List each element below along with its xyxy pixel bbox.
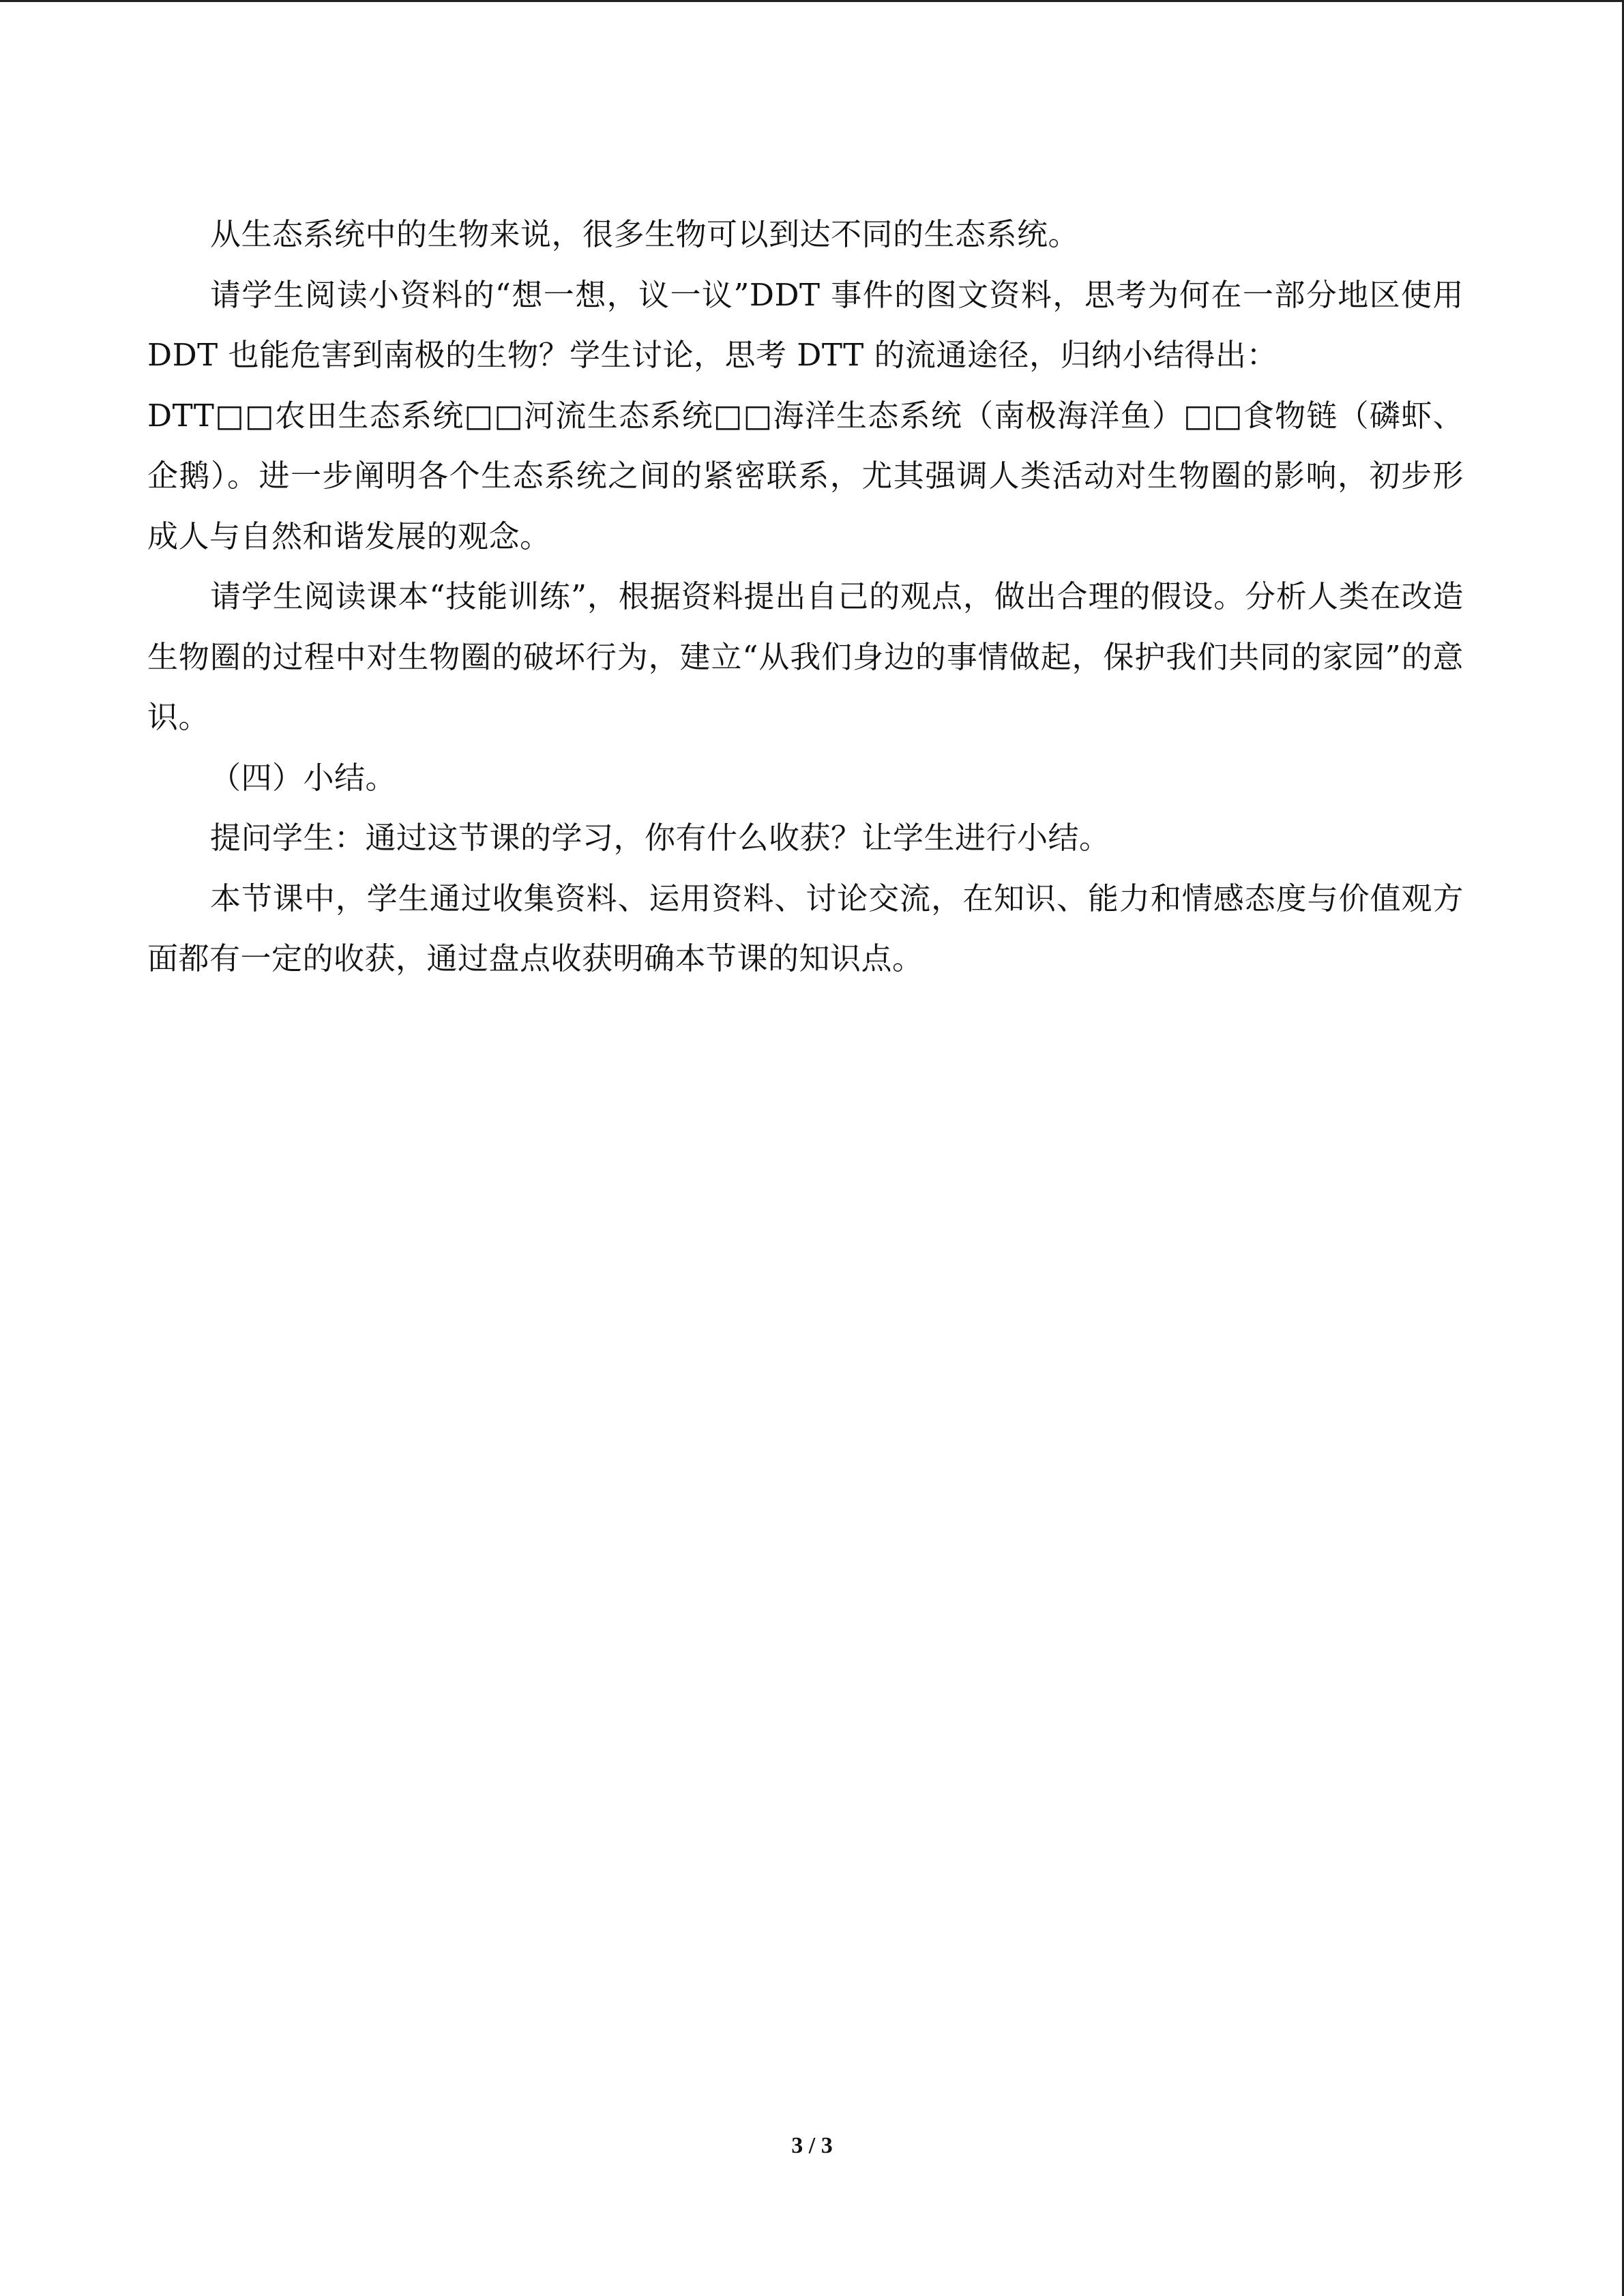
document-body: [147, 205, 1464, 989]
paragraph-dtt-pathway: DTT□□农田生态系统□□河流生态系统□□海洋生态系统（南极海洋鱼）□□食物链（磷虾、企鹅）。进一步阐明各个生态系统之间的紧密联系，尤其强调人类活动对生物圈的影响，初步形成人与自然和谐发展的观念。: [147, 397, 1464, 554]
section-heading-summary: （四）小结。: [210, 759, 397, 796]
paragraph-ecosystem-organisms: 从生态系统中的生物来说，很多生物可以到达不同的生态系统。: [210, 216, 1080, 252]
paragraph-skill-training: 请学生阅读课本“技能训练”，根据资料提出自己的观点，做出合理的假设。分析人类在改造生物圈的过程中对生物圈的破坏行为，建立“从我们身边的事情做起，保护我们共同的家园”的意识。: [147, 578, 1464, 735]
paragraph-ddt-reading: 请学生阅读小资料的“想一想，议一议”DDT 事件的图文资料，思考为何在一部分地区使用 DDT 也能危害到南极的生物？学生讨论，思考 DTT 的流通途径，归纳小结得出：: [147, 276, 1464, 373]
page-number: 3 / 3: [791, 2133, 833, 2158]
top-border: [0, 0, 1624, 2]
paragraph-lesson-summary: 本节课中，学生通过收集资料、运用资料、讨论交流，在知识、能力和情感态度与价值观方面都有一定的收获，通过盘点收获明确本节课的知识点。: [147, 880, 1464, 976]
paragraph-question-students: 提问学生：通过这节课的学习，你有什么收获？让学生进行小结。: [210, 820, 1110, 856]
